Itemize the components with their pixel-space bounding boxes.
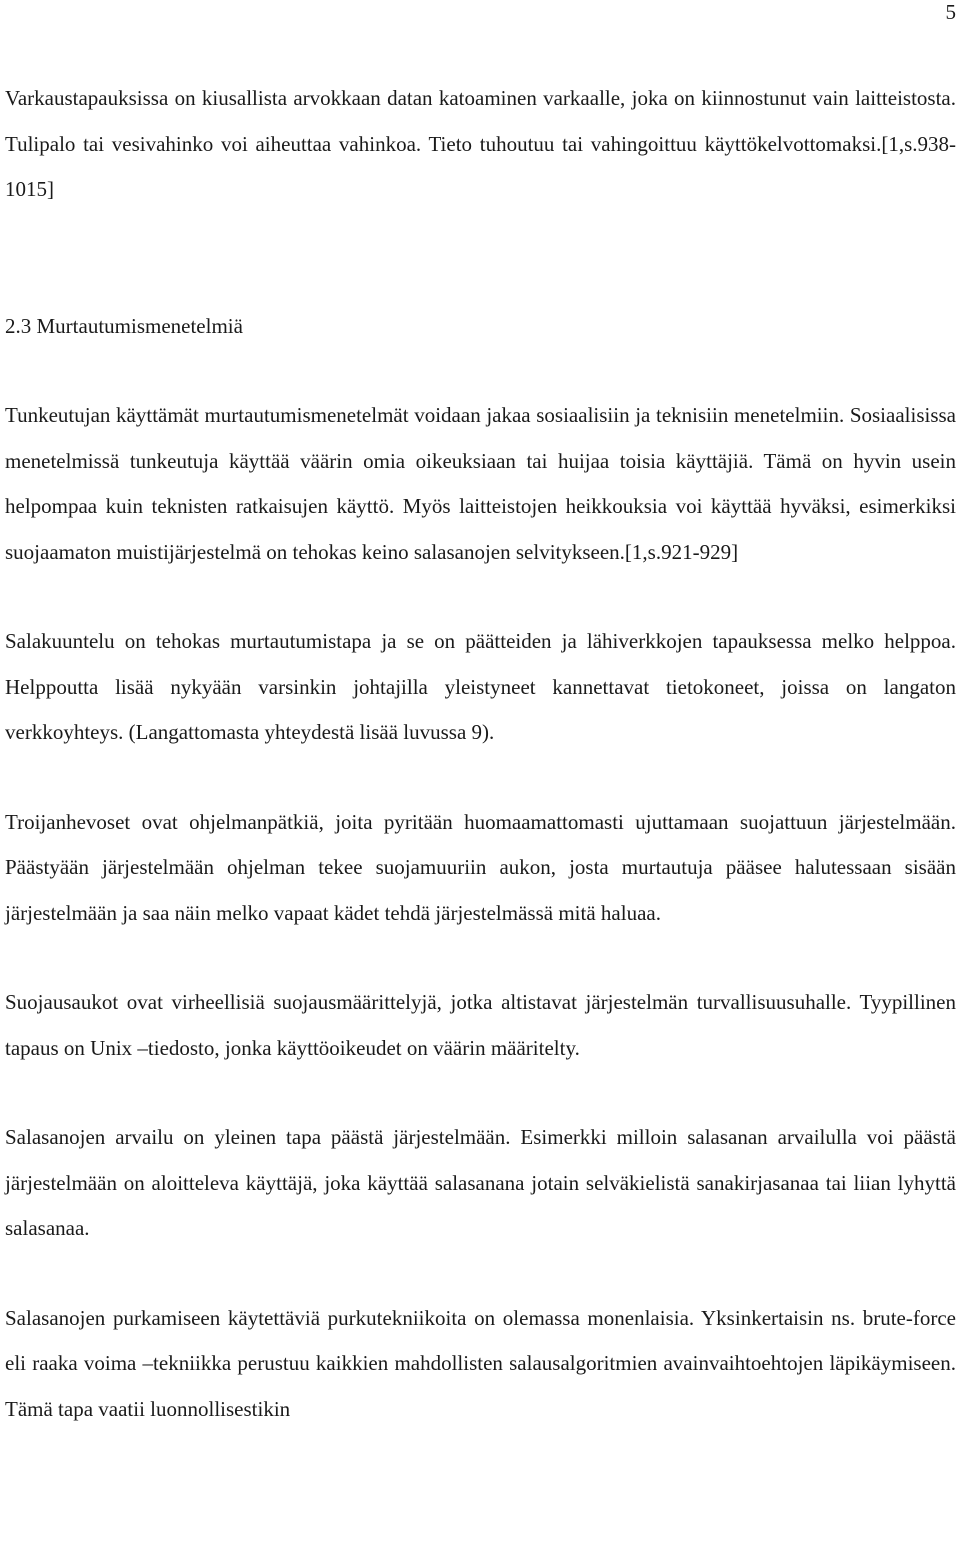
spacer bbox=[5, 349, 956, 393]
spacer bbox=[5, 936, 956, 980]
paragraph-intrusion-methods: Tunkeutujan käyttämät murtautumismenetelmät voidaan jakaa sosiaalisiin ja teknisiin menetelmiin. Sosiaalisissa menetelmissä tunkeutuja käyttää väärin omia oikeuksiaan tai huijaa toisia käyttäjiä. Tämä on hyvin usein helpompaa kuin teknisten ratkaisujen käyttö. Myös laitteistojen heikkouksia voi käyttää hyväksi, esimerkiksi suojaamaton muistijärjestelmä on tehokas keino salasanojen selvitykseen.[1,s.921-929] bbox=[5, 403, 956, 564]
section-heading: 2.3 Murtautumismenetelmiä bbox=[5, 313, 243, 338]
paragraph-password-guessing: Salasanojen arvailu on yleinen tapa päästä järjestelmään. Esimerkki milloin salasanan arvailulla voi päästä järjestelmään on aloitteleva käyttäjä, joka käyttää salasanana jotain selväkielistä sanakirjasanaa tai liian lyhyttä salasanaa. bbox=[5, 1125, 956, 1240]
page-number: 5 bbox=[945, 0, 956, 24]
spacer bbox=[5, 213, 956, 304]
paragraph-eavesdropping: Salakuuntelu on tehokas murtautumistapa ja se on päätteiden ja lähiverkkojen tapauksessa melko helppoa. Helppoutta lisää nykyään varsinkin johtajilla yleistyneet kannettavat tietokoneet, joissa on langaton verkkoyhteys. (Langattomasta yhteydestä lisää luvussa 9). bbox=[5, 629, 956, 744]
spacer bbox=[5, 756, 956, 800]
paragraph-security-holes: Suojausaukot ovat virheellisiä suojausmäärittelyjä, jotka altistavat järjestelmän turvallisuusuhalle. Tyypillinen tapaus on Unix –tiedosto, jonka käyttöoikeudet on väärin määritelty. bbox=[5, 990, 956, 1060]
spacer bbox=[5, 575, 956, 619]
spacer bbox=[5, 1252, 956, 1296]
document-body bbox=[5, 76, 956, 1432]
paragraph-theft: Varkaustapauksissa on kiusallista arvokkaan datan katoaminen varkaalle, joka on kiinnostunut vain laitteistosta. Tulipalo tai vesivahinko voi aiheuttaa vahinkoa. Tieto tuhoutuu tai vahingoittuu käyttökelvottomaksi.[1,s.938-1015] bbox=[5, 86, 956, 201]
paragraph-trojans: Troijanhevoset ovat ohjelmanpätkiä, joita pyritään huomaamattomasti ujuttamaan suojattuun järjestelmään. Päästyään järjestelmään ohjelman tekee suojamuuriin aukon, josta murtautuja pääsee halutessaan sisään järjestelmään ja saa näin melko vapaat kädet tehdä järjestelmässä mitä haluaa. bbox=[5, 809, 956, 925]
spacer bbox=[5, 1071, 956, 1115]
paragraph-password-cracking: Salasanojen purkamiseen käytettäviä purkutekniikoita on olemassa monenlaisia. Yksinkertaisin ns. brute-force eli raaka voima –tekniikka perustuu kaikkien mahdollisten salausalgoritmien avainvaihtoehtojen läpikäymiseen. Tämä tapa vaatii luonnollisestikin bbox=[5, 1305, 956, 1421]
